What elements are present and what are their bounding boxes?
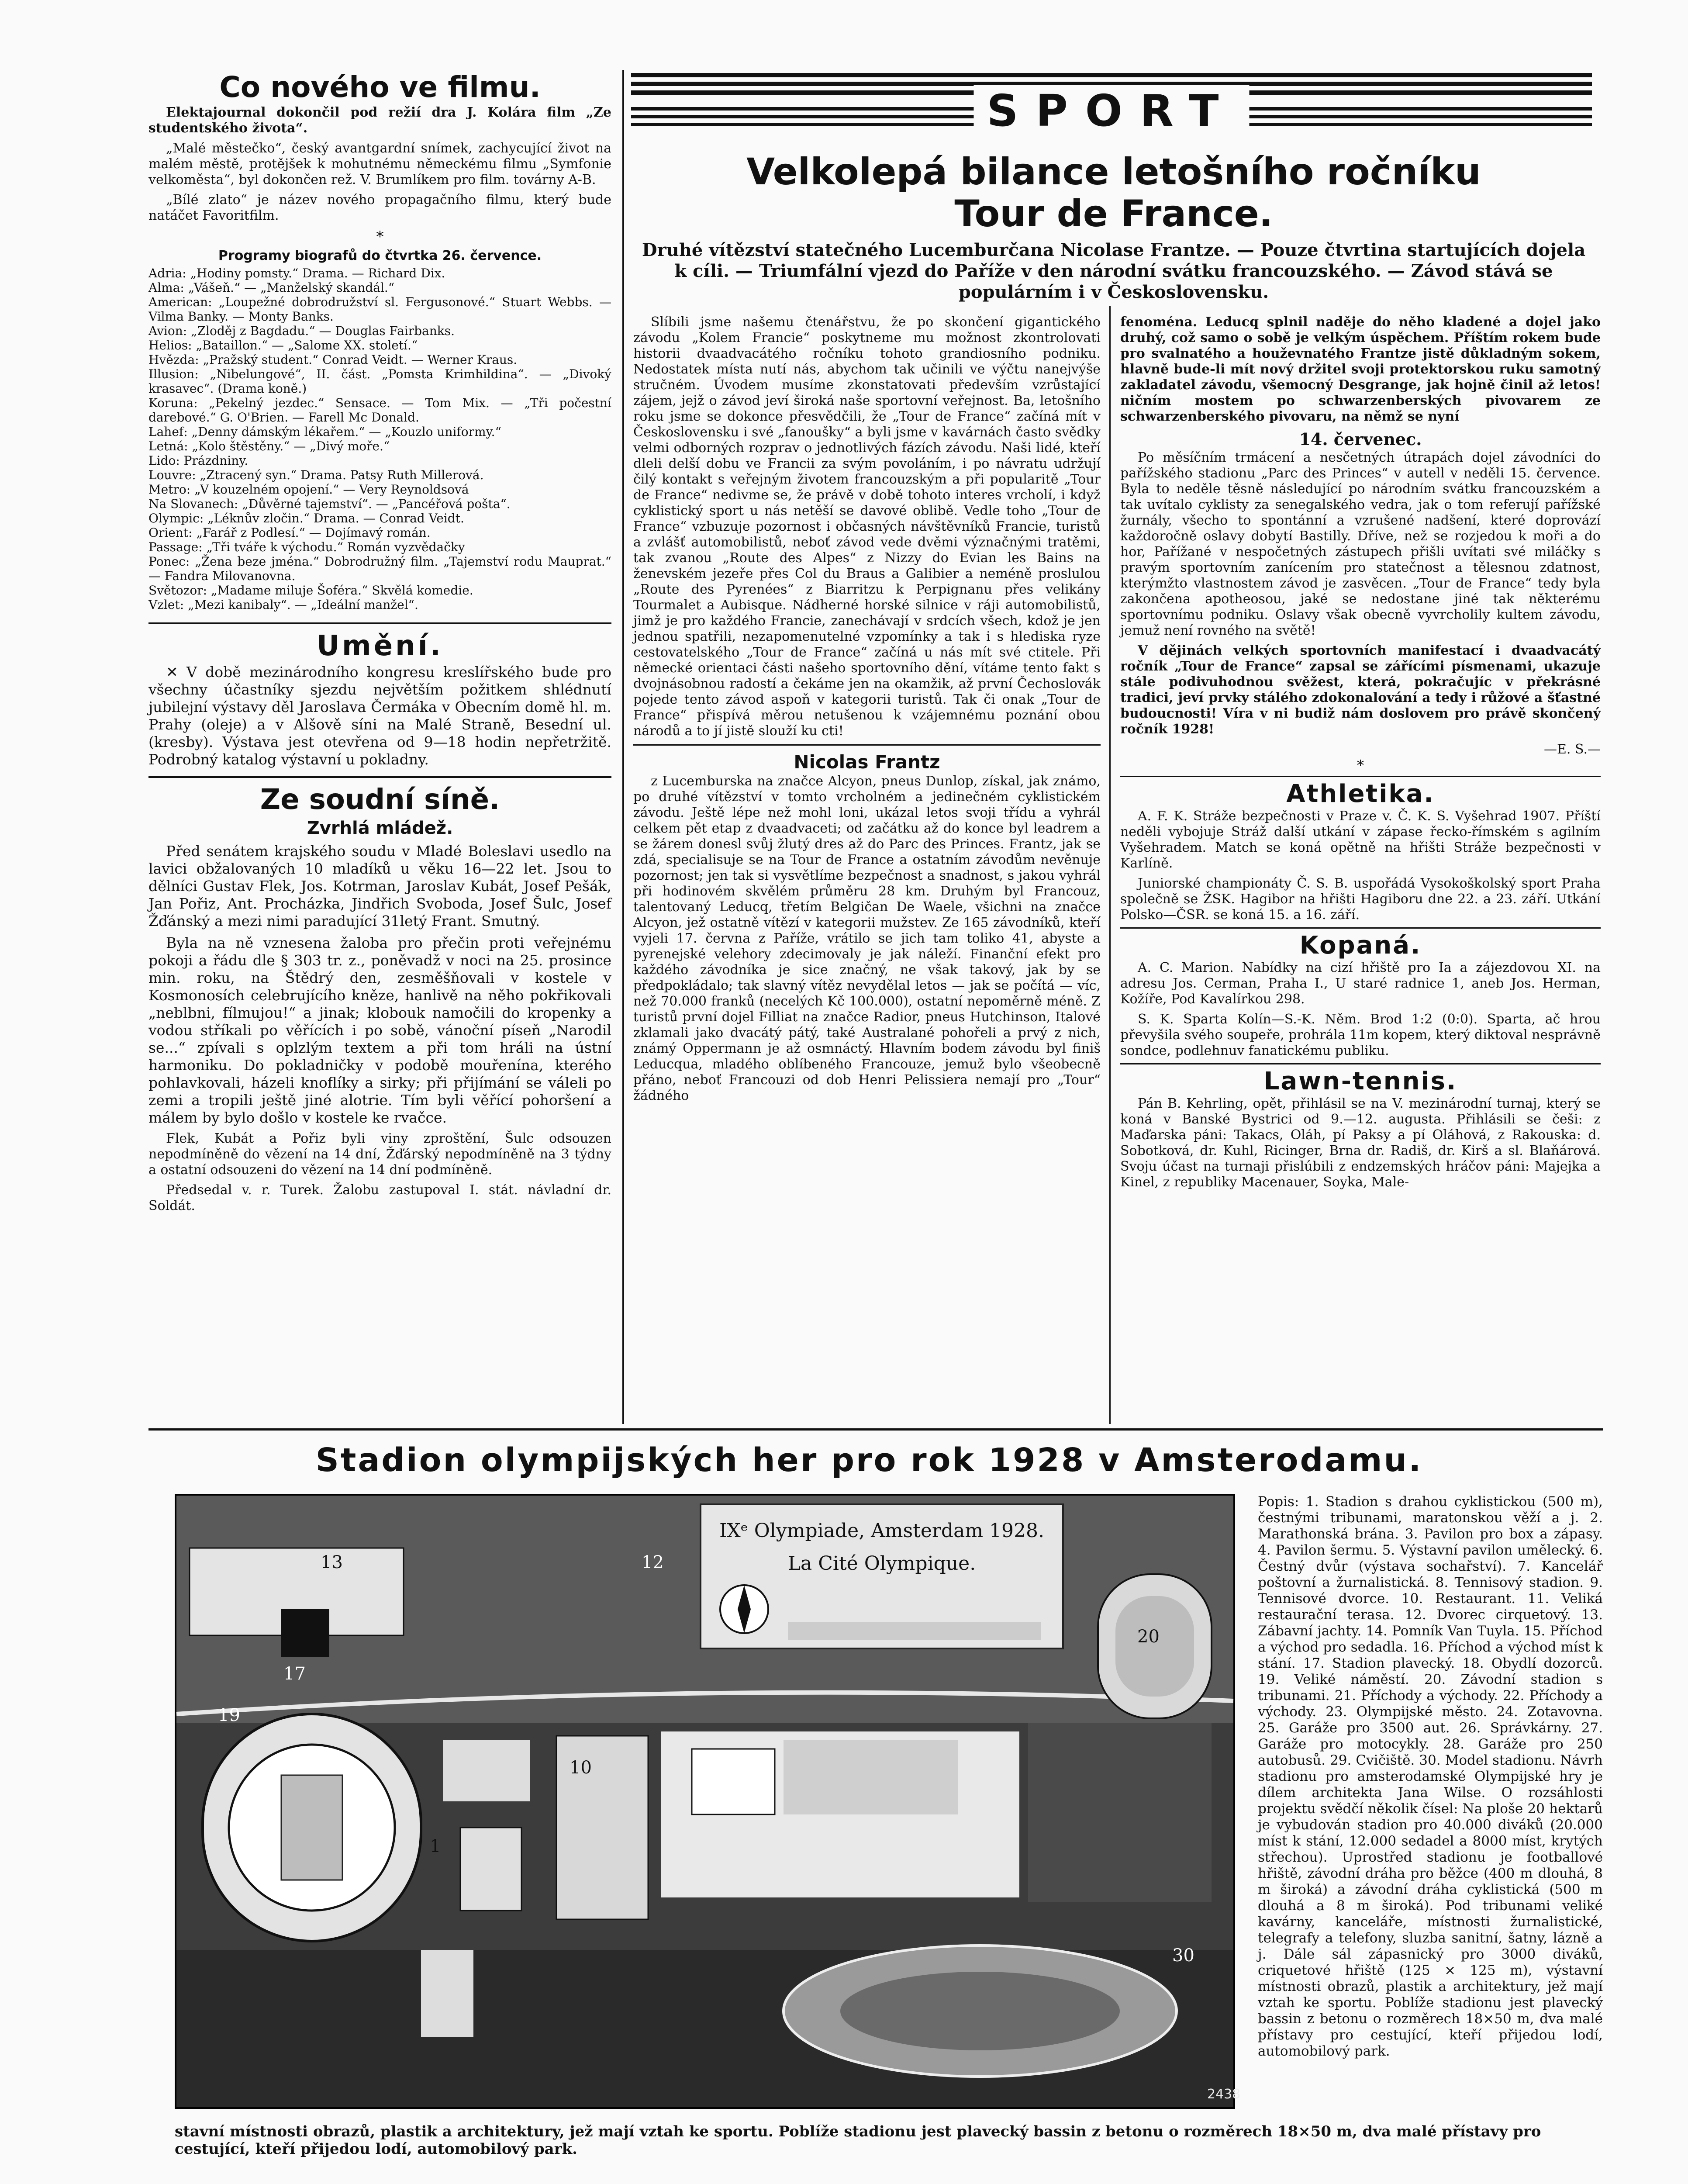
map-label: 20 [1137,1627,1160,1647]
sport-title: SPORT [973,85,1249,136]
map-label: 17 [283,1664,306,1684]
section-divider [148,622,611,624]
column-rule-left [622,70,624,1424]
program-item: Vzlet: „Mezi kanibaly“. — „Ideální manžel“. [148,598,418,612]
section-divider [633,744,1101,746]
film-paragraph: Elektajournal dokončil pod režií dra J. Kolára film „Ze studentského života“. [148,105,611,136]
program-item: Helios: „Bataillon.“ — „Salome XX. století.“ [148,338,418,352]
soud-paragraph: Před senátem krajského soudu v Mladé Boleslavi usedlo na lavici obžalovaných 10 mladíků u věku 16—22 let. Jsou to dělníci Gustav Flek, Jos. Kotrman, Jaroslav Kubát, Josef Pešák, Jan Pořiz, Ant. Procházka, Jindřich Svoboda, Josef Šulc, Josef Žďánský a mezi nimi paradující 31letý Frant. Smutný. [148,843,611,930]
programs-list [148,266,611,612]
section-divider [1120,1063,1601,1064]
stadium-caption: stavní místnosti obrazů, plastik a architektury, jež mají vztah ke sportu. Poblíže stadionu jest plavecký bassin z betonu o rozměrech 18×50 m, dva malé přístavy pro cestující, kteří přijedou lodí, automobilový park. [175,2123,1541,2158]
program-item: Olympic: „Léknův zločin.“ Drama. — Conrad Veidt. [148,511,464,525]
program-item: Orient: „Farář z Podlesí.“ — Dojímavý román. [148,525,431,540]
sport-banner [631,68,1592,136]
program-item: Koruna: „Pekelný jezdec.“ Sensace. — Tom Mix. — „Tři počestní darebové.“ G. O'Brien. — Farell Mc Donald. [148,396,611,425]
map-label: 1 [430,1836,441,1856]
atletika-heading: Athletika. [1286,780,1435,808]
stadium-map-image [175,1494,1241,2109]
column-rule-mid [1109,306,1111,1424]
program-item: Ponec: „Žena beze jména.“ Dobrodružný film. „Tajemství rodu Mauprat.“ — Fandra Milovanovna. [148,554,611,583]
soud-paragraph: Flek, Kubát a Pořiz byli viny zproštění, Šulc odsouzen nepodmíněně do vězení na 14 dní, Žďárský nepodmíněně na 3 týdny a ostatní odsouzeni do vězení na 14 dní podmíněně. [148,1131,611,1178]
program-item: Na Slovanech: „Důvěrné tajemství“. — „Pancéřová pošta“. [148,497,511,511]
program-item: Světozor: „Madame miluje Šoféra.“ Skvělá komedie. [148,583,473,598]
program-item: Avion: „Zloděj z Bagdadu.“ — Douglas Fairbanks. [148,324,455,338]
frantz-text: z Lucemburska na značce Alcyon, pneus Dunlop, získal, jak známo, po druhé vítězství v tomto vrcholném a jedinečném cyklistickém závodu. Ještě lépe než mohl loni, ukázal letos svoji třídu a vyhrál celkem pět etap z dvaadvaceti; od začátku až do konce byl leadrem a se žárem donesl svůj žlutý dres až do Parc des Princes. Frantz, jak se zdá, specialisuje se na Tour de France a ostatním závodům nevěnuje pozornost; jen tak si vysvětlíme bezpečnost a snadnost, s jakou vyhrál při hodinovém skvělém průměru 28 km. Druhým byl Francouz, talentovaný Leducq, třetím Belgičan De Waele, všichni na značce Alcyon, jež ostatně vítězí v kategorii mužstev. Ze 165 závodníků, kteří vyjeli 17. června z Paříže, vrátilo se jich tam toliko 41, abyste a pyrenejské velehory zdecimovaly je jak náleží. Finanční efekt pro každého závodníka je sice značný, ne však takový, jak by se předpokládalo; tak slavný vítěz nevydělal letos — jak se počítá — víc, než 70.000 franků (necelých Kč 100.000), ostatní nepoměrně méně. Z turistů první dojel Filliat na značce Radior, pneus Hutchinson, Italové zklamali jako dvacátý pátý, také Australané pohořeli a prvý z nich, známý Oppermann je až osmnáctý. Hlavním bodem závodu byl finiš Leducqua, mladého oblíbeného Francouze, jemuž bylo všeobecně přáno, neboť Francouzi od dob Henri Pelissiera nemají pro „Tour“ žádného [633,774,1101,1103]
program-item: Lido: Prázdniny. [148,453,249,468]
stadium-heading: Stadion olympijských her pro rok 1928 v Amsterodamu. [315,1441,1423,1479]
map-title-2: La Cité Olympique. [787,1552,976,1575]
section-divider [1120,927,1601,929]
sport-headline-block [633,151,1594,308]
programs-title: Programy biografů do čtvrtka 26. července. [218,248,542,263]
section-divider [1120,776,1601,777]
soud-subheading: Zvrhlá mládež. [307,818,453,838]
film-paragraph: „Malé městečko“, český avantgardní snímek, zachycující život na malém městě, protějšek k mohutnému německému filmu „Symfonie velkoměsta“, byl dokončen rež. V. Brumlíkem pro film. továrny A-B. [148,141,611,187]
sport-subheadline: Druhé vítězství statečného Lucemburčana Nicolase Frantze. — Pouze čtvrtina startujících dojela k cíli. — Triumfální vjezd do Paříže v den národní svátku francouzského. — Závod stává se populárním i v Československu. [642,240,1586,302]
program-item: Louvre: „Ztracený syn.“ Drama. Patsy Ruth Millerová. [148,468,484,482]
umeni-text: ✕ V době mezinárodního kongresu kreslířského bude pro všechny účastníky sjezdu největším požitkem shlédnutí jubilejní výstavy děl Jaroslava Čermáka v Obecním domě hl. m. Prahy (oleje) a v Alšově síni na Malé Straně, Besední ul. (kresby). Výstava jest otevřena od 9—18 hodin nepřetržitě. Podrobný katalog výstavní u pokladny. [148,663,611,768]
stadium-legend: Popis: 1. Stadion s drahou cyklistickou (500 m), čestnými tribunami, maratonskou věží a j. 2. Marathonská brána. 3. Pavilon pro box a zápasy. 4. Pavilon šermu. 5. Výstavní pavilon umělecký. 6. Čestný dvůr (výstava sochařství). 7. Kancelář poštovní a žurnalistická. 8. Tennisový stadion. 9. Tennisové dvorce. 10. Restaurant. 11. Veliká restaurační terasa. 12. Dvorec cirquetový. 13. Zábavní jachty. 14. Pomník Van Tuyla. 15. Příchod a východ pro sedadla. 16. Příchod a východ míst k stání. 17. Stadion plavecký. 18. Obydlí dozorců. 19. Veliké náměstí. 20. Závodní stadion s tribunami. 21. Příchody a východy. 22. Příchody a východy. 23. Olympijské město. 24. Zotavovna. 25. Garáže pro 3500 aut. 26. Správkárny. 27. Garáže pro motocykly. 28. Garáže pro 250 autobusů. 29. Cvičiště. 30. Model stadionu. Návrh stadionu pro amsterodamské Olympijské hry je dílem architekta Jana Wilse. O rozsáhlosti projektu svědčí několik čísel: Na ploše 20 hektarů je vybudován stadion pro 40.000 diváků (20.000 míst k stání, 12.000 sedadel a 8000 míst, krytých střechou). Uprostřed stadionu je footballové hřiště, závodní dráha pro běžce (400 m dlouhá, 8 m široká) a závodní dráha cyklistická (500 m dlouhá a 8 m široká). Pod tribunami veliké kavárny, kanceláře, místnosti žurnalistické, telegrafy a telefony, sluzba sanitní, šatny, lázně a j. Dále sál zápasnický pro 3000 diváků, criquetové hřiště (125 × 125 m), výstavní místnosti obrazů, plastik a architektury, jež mají vztah ke sportu. Poblíže stadionu jest plavecký bassin z betonu o rozměrech 18×50 m, dva malé přístavy pro cestující, kteří přijedou lodí, automobilový park. [1258,1494,1603,2059]
program-item: Hvězda: „Pražský student.“ Conrad Veidt. — Werner Kraus. [148,352,518,367]
program-item: Passage: „Tři tváře k východu.“ Román vyzvědačky [148,540,465,554]
kopana-paragraph: A. C. Marion. Nabídky na cizí hřiště pro Ia a zájezdovou XI. na adresu Jos. Cerman, Praha I., U staré radnice 1, aneb Jos. Herman, Kožíře, Pod Kavalírkou 298. [1120,960,1601,1007]
map-label: 10 [570,1758,592,1778]
frantz-heading: Nicolas Frantz [794,751,940,773]
map-label: 13 [321,1552,343,1572]
section-divider [148,776,611,778]
film-news [148,105,611,224]
sport-right-text-2: Po měsíčním trmácení a nesčetných útrapách dojel závodníci do pařížského stadionu „Parc des Princes“ v autell v neděli 15. července. Byla to neděle těsně následující po národním svátku francouzském a tak uvítalo cyklisty za senegalského vedra, jak o tom referují pařížské žurnály, všecho to spontánní a vzrušené nadšení, které doprovází každoročně oslavy dobytí Bastilly. Dříve, než se rozjedou k moři a do hor, Pařížané v nespočetných zástupech přišli uvítati své miláčky s pravým sportovním zanícením pro statečnost a tělesnou zdatnost, kterýmžto vlastnostem závod je zasvěcen. „Tour de France“ tedy byla zakončena apotheosou, jaké se nedostane jiné tak některému sportovnímu podniku. Oslavy však obecně vyvrcholily kultem závodu, jemuž není rovného na světě! [1120,450,1601,638]
map-label: 12 [642,1552,664,1572]
program-item: Lahef: „Denny dámským lékařem.“ — „Kouzlo uniformy.“ [148,425,501,439]
sport-right-text-3: V dějinách velkých sportovních manifestací i dvaadvacátý ročník „Tour de France“ zapsal se zářícími písmenami, ukazuje stále podivuhodnou svěžest, která, pokračujíc v překrásné tradici, jeví prvky stálého zdokonalování a tedy i růžové a šťastné budoucnosti! Víra v ni budiž nám doslovem pro právě skončený ročník 1928! [1120,643,1601,737]
kopana-paragraph: S. K. Sparta Kolín—S.-K. Něm. Brod 1:2 (0:0). Sparta, ač hrou převyšila svého soupeře, prohrála 11m kopem, který diktoval nesprávně sondce, podlehnuv fanatickému publiku. [1120,1012,1601,1058]
tenis-heading: Lawn-tennis. [1263,1067,1457,1095]
map-label: 30 [1172,1946,1194,1966]
map-label: 19 [218,1705,240,1725]
sport-right-text: fenoména. Leducq splnil naděje do něho kladené a dojel jako druhý, což samo o sobě je velkým úspěchem. Příštím rokem bude pro svalnatého a houževnatého Frantze jistě důkladným sokem, hlavně bude-li mít nový držitel svoji protektorskou ruku samotný zakladatel závodu, všemocný Desgrange, jak hojně činil až letos! ničním mostem po schwarzenberských pivovarem ze schwarzenberského pivovaru, na němž se nyní [1120,314,1601,424]
film-paragraph: „Bílé zlato“ je název nového propagačního filmu, který bude natáčet Favoritfilm. [148,192,611,223]
map-number: 2438 [1207,2087,1241,2102]
program-item: American: „Loupežné dobrodružství sl. Fergusonové.“ Stuart Webbs. — Vilma Banky. — Monty Banks. [148,295,611,324]
program-item: Letná: „Kolo štěstěny.“ — „Divý moře.“ [148,439,390,453]
atletika-paragraph: Juniorské championáty Č. S. B. uspořádá Vysokoškolský sport Praha společně se ŽSK. Hagibor na hřišti Hagiboru dne 22. a 23. září. Utkání Polsko—ČSR. se koná 15. a 16. září. [1120,876,1601,923]
umeni-heading: Umění. [317,630,443,662]
sport-right-column [1120,314,1601,1424]
soud-paragraph: Předsedal v. r. Turek. Žalobu zastupoval I. stát. návladní dr. Soldát. [148,1182,611,1213]
left-column [148,70,611,1428]
program-item: Alma: „Vášeň.“ — „Manželský skandál.“ [148,280,395,295]
film-heading: Co nového ve filmu. [219,70,541,104]
stadium-plan-graphic [176,1496,1241,2107]
date-heading: 14. červenec. [1299,429,1422,449]
atletika-paragraph: A. F. K. Stráže bezpečnosti v Praze v. Č. K. S. Vyšehrad 1907. Příští neděli vybojuje Stráž další utkání v zápase řecko-římském s agilním Vyšehradem. Match se koná opětně na hřišti Stráže bezpečnosti v Karlíně. [1120,809,1601,871]
map-title-1: IXᵉ Olympiade, Amsterdam 1928. [719,1520,1045,1542]
sport-headline-1: Velkolepá bilance letošního ročníku [746,150,1481,193]
sport-signature: —E. S.— [1544,742,1601,757]
soud-body [148,843,611,1214]
separator-star: * [376,228,384,245]
tenis-text: Pán B. Kehrling, opět, přihlásil se na V. mezinárodní turnaj, který se koná v Banské Bystrici od 9.—12. augusta. Přihlásili se češi: z Maďarska páni: Takacs, Oláh, pí Paksy a pí Oláhová, z Rakouska: d. Sobotková, dr. Kuhl, Ricinger, Brna dr. Radiš, dr. Kirš a sl. Blaňárová. Svoju účast na turnaji přislúbili z endzemských hráčov páni: Majejka a Kinel, z republiky Macenauer, Soyka, Male- [1120,1096,1601,1190]
program-item: Illusion: „Nibelungové“, II. část. „Pomsta Krimhildina“. — „Divoký krasavec“. (Drama koně.) [148,367,611,396]
sport-headline-2: Tour de France. [954,192,1273,235]
kopana-heading: Kopaná. [1299,931,1422,960]
stadium-top-rule [148,1428,1603,1431]
soud-heading: Ze soudní síně. [260,784,500,816]
sport-intro: Slíbili jsme našemu čtenářstvu, že po skončení gigantického závodu „Kolem Francie“ poskytneme mu možnost zkontrolovati historii dvaadvacátého ročníku tohoto grandiosního podniku. Nedostatek místa nutí nás, abychom tak učinili ve výčtu nanejvýše stručném. Úvodem musíme zkonstatovati především vzrůstající zájem, jejž o závod jeví široká naše sportovní veřejnost. Ba, letošního roku jsme se dokonce přesvědčili, že „Tour de France“ začíná mít v Československu i své „fanoušky“ a byli jsme v kavárnách často svědky velmi odborných rozprav o jednotlivých fázích závodu. Naši lidé, kteří dleli delší dobu ve Francii za svým povoláním, i po návratu udržují čilý kontakt s veřejným životem francouzským a při popularitě „Tour de France“ nedivme se, že právě v době tohoto interes vrcholí, i když cyklistický sport u nás netěší se davové oblibě. Vedle toho „Tour de France“ vzbuzuje pozornost i občasných návštěvníků Francie, turistů a zvlášť automobilistů, neboť závod vede dvěmi význačnými tratěmi, tak zvanou „Route des Alpes“ z Nizzy do Evian les Bains na ženevském jezeře přes Col du Braus a Galibier a neméně proslulou „Route des Pyrenées“ z Biarritzu k Perpignanu přes velikány Tourmalet a Aubisque. Nádherné horské silnice v ráji automobilistů, jimž je pro každého Francie, zanechávají v srdcích všech, kdož je jen jednou spatřili, nezapomenutelné vzpomínky a tak i s hlediska ryze cestovatelského „Tour de France“ začíná u nás mít své ctitele. Při německé orientaci části našeho sportovního dění, vítáme tento fakt s dvojnásobnou radostí a čekáme jen na okamžik, až první Čechoslovák pojede tento závod aspoň v kategorii turistů. Tak či onak „Tour de France“ přispívá měrou netušenou k vzájemnému poznání obou národů a to jí jistě slouží ku cti! [633,314,1101,739]
program-item: Adria: „Hodiny pomsty.“ Drama. — Richard Dix. [148,266,445,280]
separator-star: * [1357,757,1364,774]
program-item: Metro: „V kouzelném opojení.“ — Very Reynoldsová [148,482,469,497]
sport-middle-column [633,314,1101,1424]
soud-paragraph: Byla na ně vznesena žaloba pro přečin proti veřejnému pokoji a řádu dle § 303 tr. z., poněvadž v noci na 25. prosince min. roku, na Štědrý den, zesměšňovali v kostele v Kosmonosích celebrujícího kněze, hanlivě na něho pokřikovali „neblbni, fílmujou!“ a jinak; klobouk namočili do kropenky a vodou stříkali po věřících i po sobě, vánoční píseň „Narodil se...“ zpívali s oplzlým textem a při tom hráli na ústní harmoniku. Do pokladničky v podobě mouřenína, kterého pohlavkovali, házeli knoflíky a sirky; při přijímání se váleli po zemi a tropili ještě jiné alotrie. Tím byli věřící pohoršení a málem by bylo došlo v kostele ke rvačce. [148,934,611,1126]
